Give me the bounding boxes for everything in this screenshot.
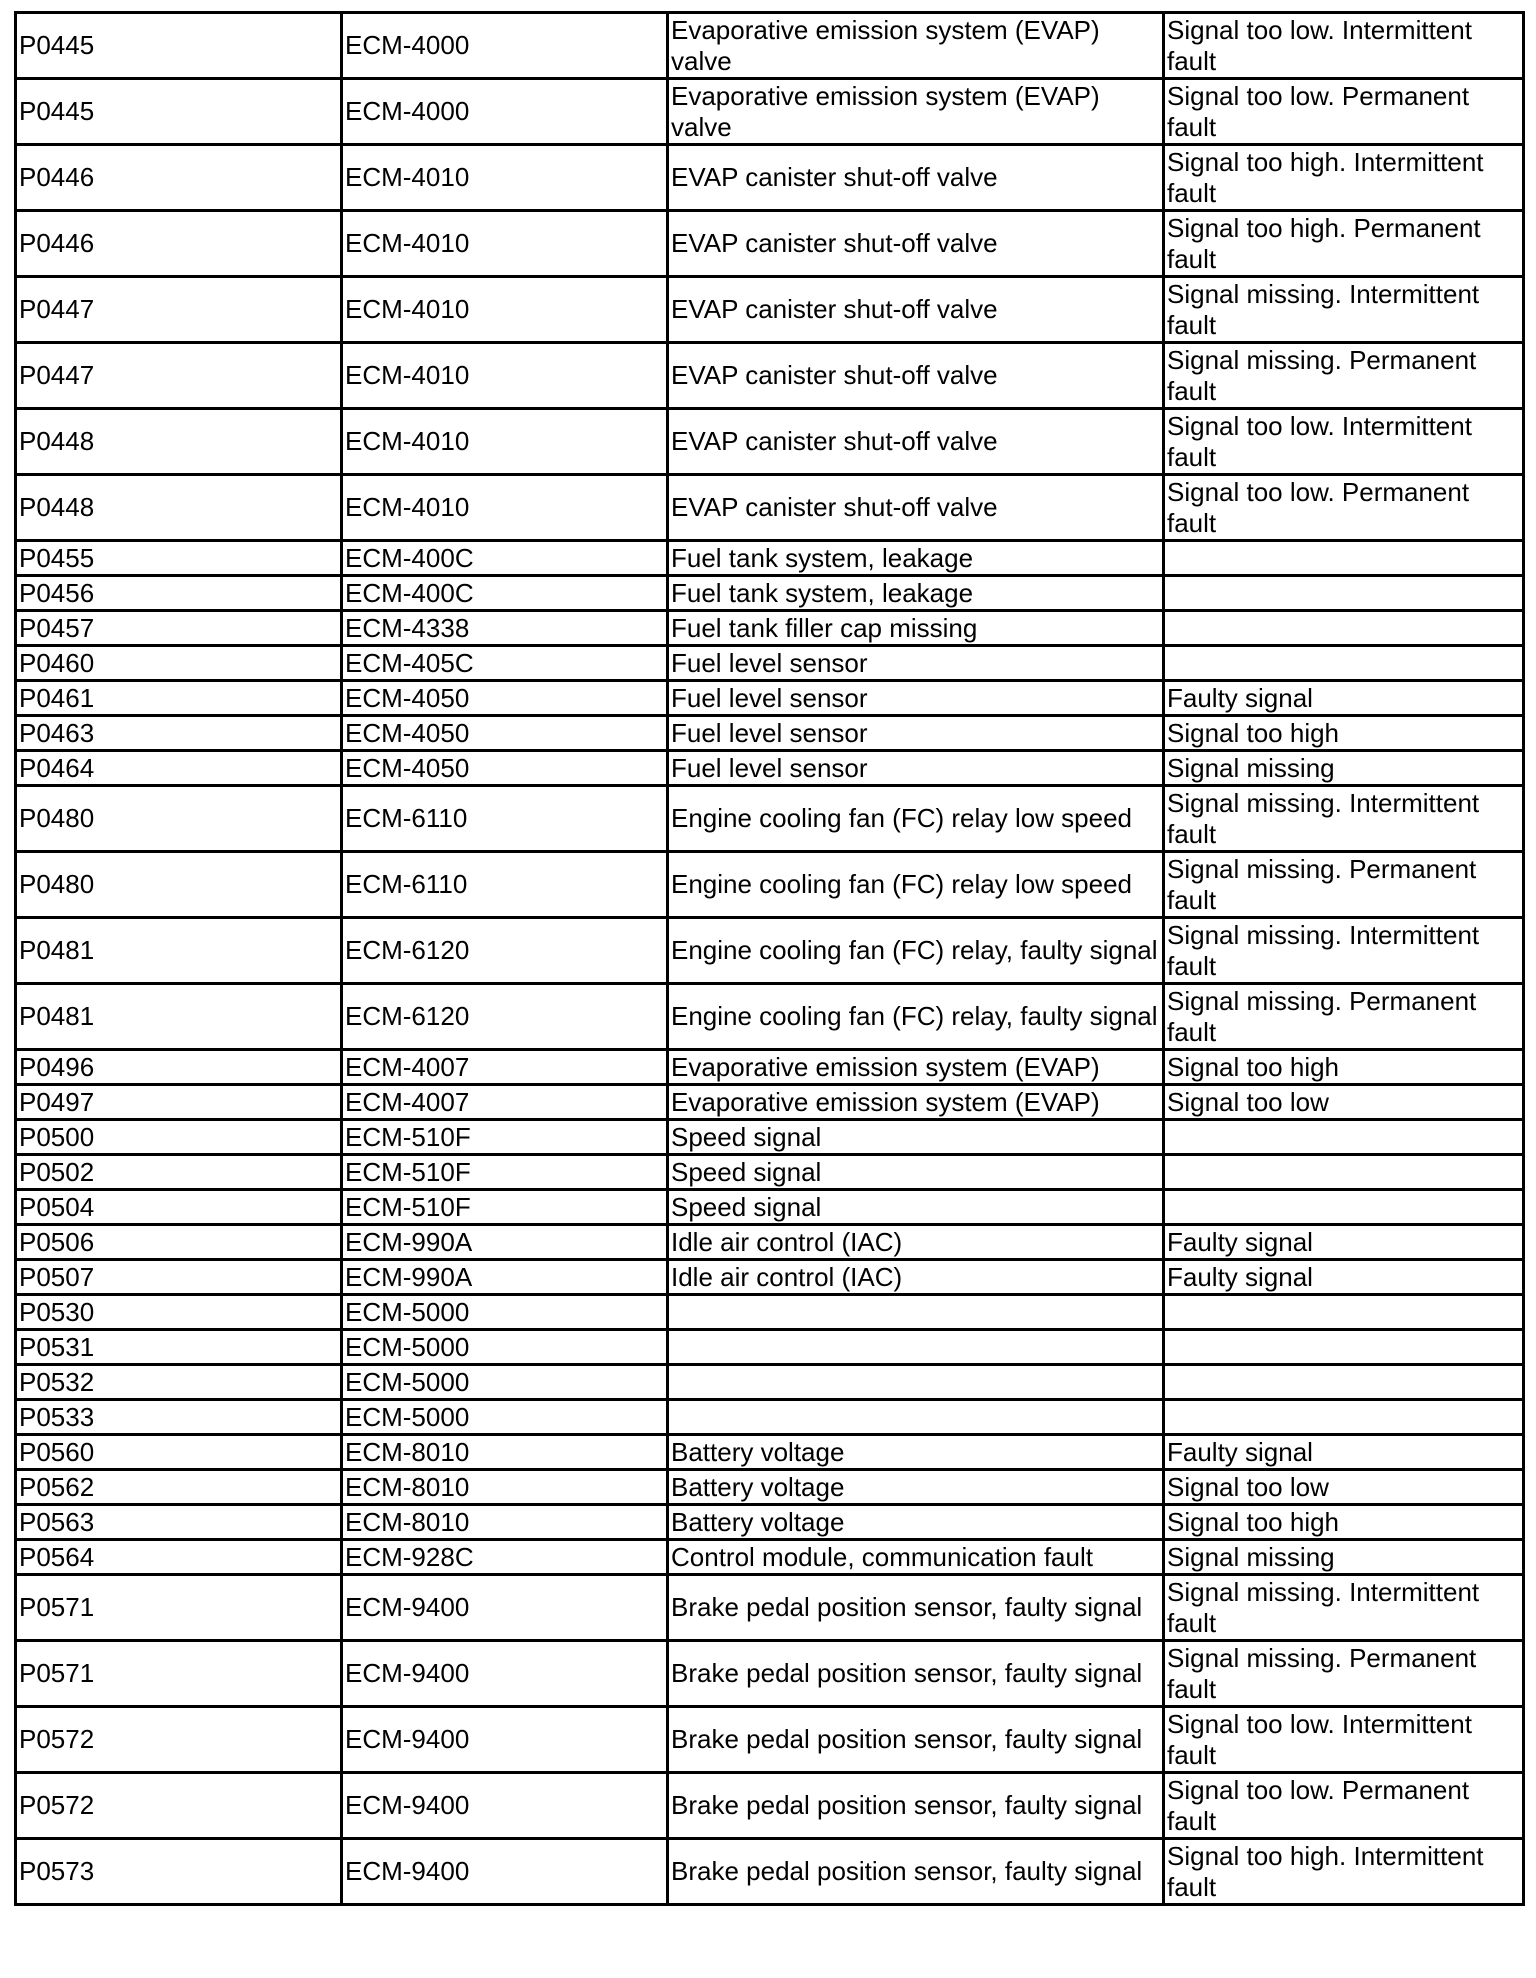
component-cell: Fuel level sensor bbox=[668, 646, 1164, 681]
component-cell: Speed signal bbox=[668, 1120, 1164, 1155]
component-cell: Brake pedal position sensor, faulty signal bbox=[668, 1641, 1164, 1707]
dtc-code-cell: P0481 bbox=[16, 984, 342, 1050]
component-cell: Engine cooling fan (FC) relay, faulty signal bbox=[668, 984, 1164, 1050]
component-cell: Fuel tank filler cap missing bbox=[668, 611, 1164, 646]
table-row bbox=[16, 918, 1524, 984]
table-row bbox=[16, 13, 1524, 79]
ecm-code-cell: ECM-400C bbox=[342, 576, 668, 611]
fault-status-cell bbox=[1164, 576, 1524, 611]
component-cell: Evaporative emission system (EVAP) bbox=[668, 1085, 1164, 1120]
component-cell: Evaporative emission system (EVAP) valve bbox=[668, 13, 1164, 79]
fault-status-cell: Signal too low. Permanent fault bbox=[1164, 79, 1524, 145]
fault-status-cell: Signal missing. Permanent fault bbox=[1164, 984, 1524, 1050]
dtc-code-cell: P0448 bbox=[16, 409, 342, 475]
dtc-code-cell: P0530 bbox=[16, 1295, 342, 1330]
dtc-code-cell: P0572 bbox=[16, 1707, 342, 1773]
component-cell: Idle air control (IAC) bbox=[668, 1225, 1164, 1260]
dtc-code-cell: P0531 bbox=[16, 1330, 342, 1365]
fault-status-cell: Signal too low bbox=[1164, 1470, 1524, 1505]
dtc-code-cell: P0571 bbox=[16, 1641, 342, 1707]
ecm-code-cell: ECM-8010 bbox=[342, 1435, 668, 1470]
dtc-code-cell: P0497 bbox=[16, 1085, 342, 1120]
component-cell: Brake pedal position sensor, faulty signal bbox=[668, 1839, 1164, 1905]
fault-status-cell bbox=[1164, 611, 1524, 646]
ecm-code-cell: ECM-4050 bbox=[342, 681, 668, 716]
ecm-code-cell: ECM-6110 bbox=[342, 852, 668, 918]
table-row bbox=[16, 211, 1524, 277]
fault-status-cell: Signal too high. Permanent fault bbox=[1164, 211, 1524, 277]
dtc-code-cell: P0572 bbox=[16, 1773, 342, 1839]
ecm-code-cell: ECM-4000 bbox=[342, 79, 668, 145]
dtc-code-cell: P0445 bbox=[16, 13, 342, 79]
component-cell bbox=[668, 1400, 1164, 1435]
fault-status-cell: Signal too low. Permanent fault bbox=[1164, 1773, 1524, 1839]
table-row bbox=[16, 681, 1524, 716]
component-cell bbox=[668, 1295, 1164, 1330]
fault-status-cell: Signal too high bbox=[1164, 1050, 1524, 1085]
table-row bbox=[16, 1330, 1524, 1365]
fault-status-cell bbox=[1164, 1400, 1524, 1435]
table-row bbox=[16, 1435, 1524, 1470]
ecm-code-cell: ECM-9400 bbox=[342, 1707, 668, 1773]
component-cell: Fuel tank system, leakage bbox=[668, 541, 1164, 576]
table-row bbox=[16, 1155, 1524, 1190]
fault-status-cell: Signal too low. Intermittent fault bbox=[1164, 13, 1524, 79]
component-cell: EVAP canister shut-off valve bbox=[668, 475, 1164, 541]
dtc-code-cell: P0448 bbox=[16, 475, 342, 541]
table-row bbox=[16, 576, 1524, 611]
ecm-code-cell: ECM-9400 bbox=[342, 1773, 668, 1839]
ecm-code-cell: ECM-4010 bbox=[342, 409, 668, 475]
dtc-table-body bbox=[16, 13, 1524, 1905]
fault-status-cell: Signal missing. Permanent fault bbox=[1164, 852, 1524, 918]
dtc-code-cell: P0457 bbox=[16, 611, 342, 646]
component-cell: Engine cooling fan (FC) relay low speed bbox=[668, 786, 1164, 852]
dtc-code-cell: P0571 bbox=[16, 1575, 342, 1641]
ecm-code-cell: ECM-928C bbox=[342, 1540, 668, 1575]
component-cell: Battery voltage bbox=[668, 1470, 1164, 1505]
dtc-code-cell: P0564 bbox=[16, 1540, 342, 1575]
ecm-code-cell: ECM-4010 bbox=[342, 475, 668, 541]
component-cell: Idle air control (IAC) bbox=[668, 1260, 1164, 1295]
fault-status-cell: Signal too high. Intermittent fault bbox=[1164, 1839, 1524, 1905]
dtc-code-cell: P0480 bbox=[16, 786, 342, 852]
table-row bbox=[16, 1470, 1524, 1505]
ecm-code-cell: ECM-6120 bbox=[342, 918, 668, 984]
ecm-code-cell: ECM-9400 bbox=[342, 1839, 668, 1905]
table-row bbox=[16, 1190, 1524, 1225]
ecm-code-cell: ECM-5000 bbox=[342, 1365, 668, 1400]
table-row bbox=[16, 277, 1524, 343]
dtc-code-cell: P0461 bbox=[16, 681, 342, 716]
table-row bbox=[16, 1540, 1524, 1575]
fault-status-cell bbox=[1164, 1295, 1524, 1330]
table-row bbox=[16, 1260, 1524, 1295]
ecm-code-cell: ECM-9400 bbox=[342, 1575, 668, 1641]
table-row bbox=[16, 1641, 1524, 1707]
fault-status-cell: Signal too low. Intermittent fault bbox=[1164, 1707, 1524, 1773]
component-cell: Evaporative emission system (EVAP) valve bbox=[668, 79, 1164, 145]
dtc-code-cell: P0447 bbox=[16, 343, 342, 409]
table-row bbox=[16, 1365, 1524, 1400]
component-cell bbox=[668, 1365, 1164, 1400]
dtc-table bbox=[14, 11, 1525, 1906]
fault-status-cell: Signal missing. Intermittent fault bbox=[1164, 918, 1524, 984]
component-cell: Brake pedal position sensor, faulty signal bbox=[668, 1575, 1164, 1641]
table-row bbox=[16, 1839, 1524, 1905]
ecm-code-cell: ECM-510F bbox=[342, 1155, 668, 1190]
ecm-code-cell: ECM-4007 bbox=[342, 1085, 668, 1120]
fault-status-cell bbox=[1164, 541, 1524, 576]
table-row bbox=[16, 1575, 1524, 1641]
fault-status-cell: Signal missing. Intermittent fault bbox=[1164, 277, 1524, 343]
ecm-code-cell: ECM-405C bbox=[342, 646, 668, 681]
fault-status-cell: Faulty signal bbox=[1164, 1225, 1524, 1260]
table-row bbox=[16, 611, 1524, 646]
table-row bbox=[16, 79, 1524, 145]
dtc-code-cell: P0463 bbox=[16, 716, 342, 751]
dtc-code-cell: P0460 bbox=[16, 646, 342, 681]
dtc-code-cell: P0480 bbox=[16, 852, 342, 918]
ecm-code-cell: ECM-990A bbox=[342, 1260, 668, 1295]
dtc-code-cell: P0481 bbox=[16, 918, 342, 984]
ecm-code-cell: ECM-990A bbox=[342, 1225, 668, 1260]
table-row bbox=[16, 343, 1524, 409]
table-row bbox=[16, 984, 1524, 1050]
dtc-code-cell: P0563 bbox=[16, 1505, 342, 1540]
ecm-code-cell: ECM-6110 bbox=[342, 786, 668, 852]
table-row bbox=[16, 646, 1524, 681]
dtc-code-cell: P0507 bbox=[16, 1260, 342, 1295]
dtc-code-cell: P0504 bbox=[16, 1190, 342, 1225]
table-row bbox=[16, 475, 1524, 541]
table-row bbox=[16, 145, 1524, 211]
fault-status-cell bbox=[1164, 1190, 1524, 1225]
ecm-code-cell: ECM-8010 bbox=[342, 1470, 668, 1505]
table-row bbox=[16, 1505, 1524, 1540]
fault-status-cell: Signal missing bbox=[1164, 1540, 1524, 1575]
table-row bbox=[16, 852, 1524, 918]
dtc-code-cell: P0500 bbox=[16, 1120, 342, 1155]
fault-status-cell: Faulty signal bbox=[1164, 681, 1524, 716]
fault-status-cell bbox=[1164, 646, 1524, 681]
dtc-code-cell: P0464 bbox=[16, 751, 342, 786]
ecm-code-cell: ECM-4010 bbox=[342, 343, 668, 409]
fault-status-cell: Faulty signal bbox=[1164, 1435, 1524, 1470]
component-cell: EVAP canister shut-off valve bbox=[668, 145, 1164, 211]
fault-status-cell bbox=[1164, 1120, 1524, 1155]
table-row bbox=[16, 1085, 1524, 1120]
ecm-code-cell: ECM-9400 bbox=[342, 1641, 668, 1707]
dtc-code-cell: P0502 bbox=[16, 1155, 342, 1190]
fault-status-cell: Signal too high bbox=[1164, 716, 1524, 751]
dtc-code-cell: P0573 bbox=[16, 1839, 342, 1905]
dtc-code-cell: P0445 bbox=[16, 79, 342, 145]
table-row bbox=[16, 541, 1524, 576]
table-row bbox=[16, 1773, 1524, 1839]
component-cell: Speed signal bbox=[668, 1155, 1164, 1190]
component-cell: Brake pedal position sensor, faulty signal bbox=[668, 1707, 1164, 1773]
component-cell: Fuel level sensor bbox=[668, 751, 1164, 786]
dtc-code-cell: P0533 bbox=[16, 1400, 342, 1435]
component-cell: Evaporative emission system (EVAP) bbox=[668, 1050, 1164, 1085]
dtc-code-cell: P0446 bbox=[16, 211, 342, 277]
table-row bbox=[16, 1295, 1524, 1330]
dtc-code-cell: P0506 bbox=[16, 1225, 342, 1260]
table-row bbox=[16, 1400, 1524, 1435]
component-cell: Fuel level sensor bbox=[668, 716, 1164, 751]
dtc-code-cell: P0456 bbox=[16, 576, 342, 611]
component-cell: Engine cooling fan (FC) relay low speed bbox=[668, 852, 1164, 918]
ecm-code-cell: ECM-510F bbox=[342, 1190, 668, 1225]
dtc-code-cell: P0560 bbox=[16, 1435, 342, 1470]
ecm-code-cell: ECM-8010 bbox=[342, 1505, 668, 1540]
component-cell: Battery voltage bbox=[668, 1505, 1164, 1540]
fault-status-cell: Signal missing. Intermittent fault bbox=[1164, 1575, 1524, 1641]
fault-status-cell: Signal too low bbox=[1164, 1085, 1524, 1120]
ecm-code-cell: ECM-4010 bbox=[342, 145, 668, 211]
component-cell: EVAP canister shut-off valve bbox=[668, 343, 1164, 409]
ecm-code-cell: ECM-4010 bbox=[342, 211, 668, 277]
ecm-code-cell: ECM-4050 bbox=[342, 716, 668, 751]
fault-status-cell: Signal missing. Intermittent fault bbox=[1164, 786, 1524, 852]
dtc-code-cell: P0455 bbox=[16, 541, 342, 576]
table-row bbox=[16, 1225, 1524, 1260]
component-cell: EVAP canister shut-off valve bbox=[668, 277, 1164, 343]
fault-status-cell: Signal too low. Intermittent fault bbox=[1164, 409, 1524, 475]
dtc-code-cell: P0496 bbox=[16, 1050, 342, 1085]
ecm-code-cell: ECM-4050 bbox=[342, 751, 668, 786]
fault-status-cell: Signal missing. Permanent fault bbox=[1164, 1641, 1524, 1707]
component-cell: Brake pedal position sensor, faulty signal bbox=[668, 1773, 1164, 1839]
fault-status-cell bbox=[1164, 1330, 1524, 1365]
component-cell: Fuel level sensor bbox=[668, 681, 1164, 716]
dtc-code-cell: P0447 bbox=[16, 277, 342, 343]
component-cell: Engine cooling fan (FC) relay, faulty signal bbox=[668, 918, 1164, 984]
ecm-code-cell: ECM-510F bbox=[342, 1120, 668, 1155]
table-row bbox=[16, 1050, 1524, 1085]
ecm-code-cell: ECM-6120 bbox=[342, 984, 668, 1050]
component-cell bbox=[668, 1330, 1164, 1365]
dtc-code-cell: P0446 bbox=[16, 145, 342, 211]
ecm-code-cell: ECM-4338 bbox=[342, 611, 668, 646]
component-cell: Fuel tank system, leakage bbox=[668, 576, 1164, 611]
fault-status-cell: Signal missing bbox=[1164, 751, 1524, 786]
ecm-code-cell: ECM-5000 bbox=[342, 1295, 668, 1330]
ecm-code-cell: ECM-4000 bbox=[342, 13, 668, 79]
fault-status-cell bbox=[1164, 1155, 1524, 1190]
component-cell: Battery voltage bbox=[668, 1435, 1164, 1470]
ecm-code-cell: ECM-400C bbox=[342, 541, 668, 576]
fault-status-cell: Faulty signal bbox=[1164, 1260, 1524, 1295]
ecm-code-cell: ECM-5000 bbox=[342, 1330, 668, 1365]
dtc-code-cell: P0532 bbox=[16, 1365, 342, 1400]
component-cell: Control module, communication fault bbox=[668, 1540, 1164, 1575]
fault-status-cell bbox=[1164, 1365, 1524, 1400]
ecm-code-cell: ECM-4007 bbox=[342, 1050, 668, 1085]
table-row bbox=[16, 409, 1524, 475]
component-cell: Speed signal bbox=[668, 1190, 1164, 1225]
fault-status-cell: Signal too low. Permanent fault bbox=[1164, 475, 1524, 541]
ecm-code-cell: ECM-5000 bbox=[342, 1400, 668, 1435]
fault-status-cell: Signal missing. Permanent fault bbox=[1164, 343, 1524, 409]
dtc-code-cell: P0562 bbox=[16, 1470, 342, 1505]
ecm-code-cell: ECM-4010 bbox=[342, 277, 668, 343]
table-row bbox=[16, 716, 1524, 751]
table-row bbox=[16, 1707, 1524, 1773]
fault-status-cell: Signal too high bbox=[1164, 1505, 1524, 1540]
table-row bbox=[16, 1120, 1524, 1155]
table-row bbox=[16, 751, 1524, 786]
component-cell: EVAP canister shut-off valve bbox=[668, 409, 1164, 475]
fault-status-cell: Signal too high. Intermittent fault bbox=[1164, 145, 1524, 211]
table-row bbox=[16, 786, 1524, 852]
component-cell: EVAP canister shut-off valve bbox=[668, 211, 1164, 277]
